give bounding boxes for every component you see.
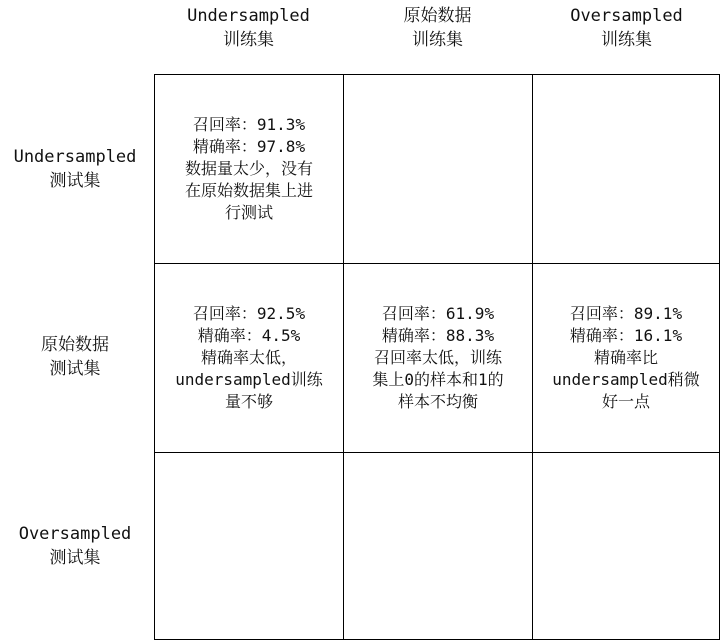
cell-text-line: 行测试 [224,203,273,222]
cell-text-line: 召回率：61.9% [381,304,495,323]
cell-original-test-oversampled-train [533,264,719,453]
cell-text-line: 召回率：91.3% [192,115,306,134]
cell-text-line: 精确率：4.5% [197,326,301,345]
cell-text-line: 精确率太低， [200,348,297,367]
cell-text-line: 样本不均衡 [397,392,478,411]
cell-text-line: 在原始数据集上进 [184,181,313,200]
col-header-original-train [343,4,532,52]
col-header-undersampled-train [154,4,343,52]
cell-text-line: 召回率：92.5% [192,304,306,323]
row-header-line1: Undersampled [13,147,137,167]
cell-original-test-undersampled-train [155,264,344,453]
col-header-line2: 训练集 [412,30,463,50]
cell-text-line: 召回率：89.1% [569,304,683,323]
row-header-original-test [0,333,150,381]
cell-text-line: 好一点 [601,392,650,411]
cell-text-line: 精确率：97.8% [192,137,306,156]
col-header-line1: 原始数据 [403,6,472,26]
cell-original-test-original-train [344,264,533,453]
row-header-line2: 测试集 [49,548,101,568]
row-header-line2: 测试集 [49,359,101,379]
cell-text-line: 量不够 [224,392,273,411]
cell-oversampled-test-oversampled-train [533,453,719,639]
cell-text-line: 精确率比 [593,348,658,367]
cell-text-line: undersampled训练 [175,370,323,389]
col-header-line2: 训练集 [601,30,652,50]
row-header-line2: 测试集 [49,171,101,191]
row-header-line1: Oversampled [18,524,132,544]
cell-text-line: 精确率：88.3% [381,326,495,345]
cell-text-line: 精确率：16.1% [569,326,683,345]
col-header-oversampled-train [532,4,721,52]
cell-text-line: undersampled稍微 [552,370,700,389]
cell-text-line: 数据量太少，没有 [184,159,313,178]
col-header-line1: Undersampled [187,6,310,26]
cell-undersampled-test-original-train [344,75,533,264]
col-header-line1: Oversampled [570,6,683,26]
cell-oversampled-test-original-train [344,453,533,639]
row-header-oversampled-test [0,522,150,570]
cell-undersampled-test-oversampled-train [533,75,719,264]
cell-oversampled-test-undersampled-train [155,453,344,639]
cell-text-line: 集上0的样本和1的 [372,370,504,389]
col-header-line2: 训练集 [223,30,274,50]
row-header-undersampled-test [0,145,150,193]
results-grid [154,74,720,640]
row-header-line1: 原始数据 [41,335,109,355]
cell-undersampled-test-undersampled-train [155,75,344,264]
cell-text-line: 召回率太低，训练 [373,348,502,367]
